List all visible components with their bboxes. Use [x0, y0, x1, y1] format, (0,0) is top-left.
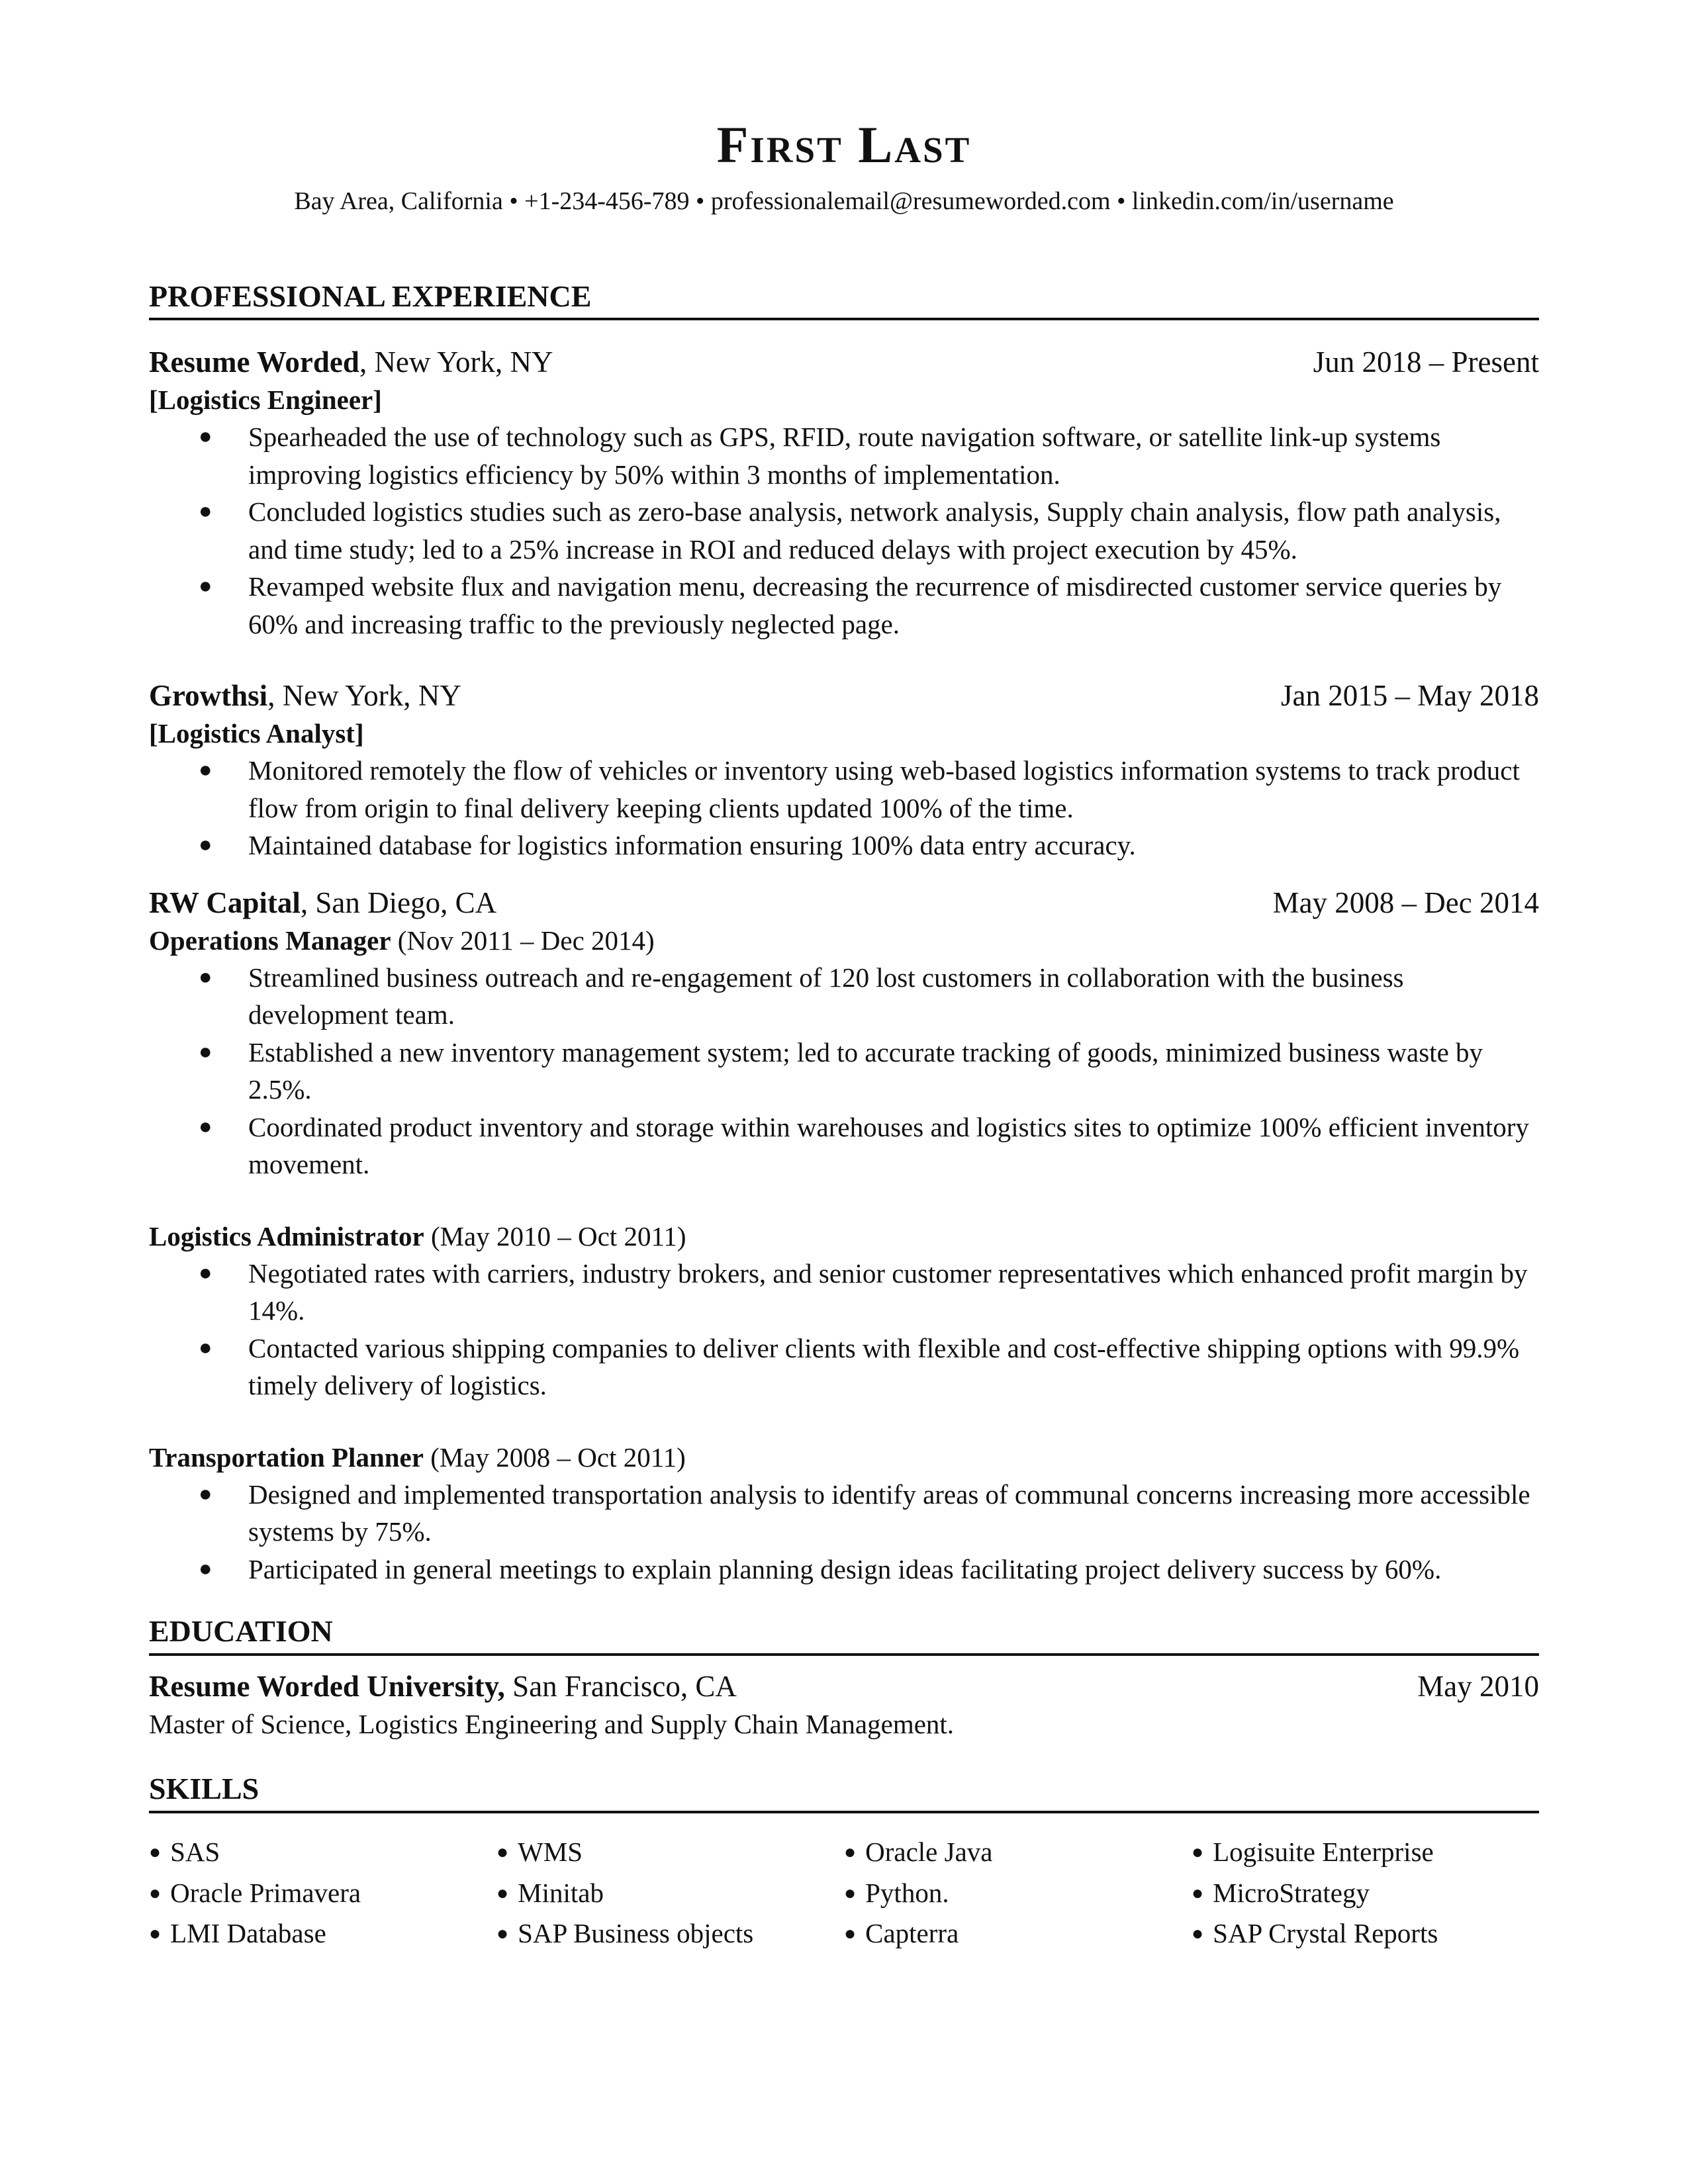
- bullet-text: Participated in general meetings to explain planning design ideas facilitating project delivery success by 60%.: [248, 1553, 1442, 1584]
- section-title-skills: SKILLS: [149, 1772, 1539, 1813]
- role-period: (May 2008 – Oct 2011): [423, 1441, 686, 1473]
- company-name: Resume Worded: [149, 345, 359, 379]
- role-period: (May 2010 – Oct 2011): [424, 1220, 686, 1251]
- skill-item: ● SAP Crystal Reports: [1192, 1918, 1438, 1949]
- skill-item: ● Logisuite Enterprise: [1192, 1837, 1434, 1868]
- resume-page: [149, 116, 1539, 1956]
- job-entry: [149, 884, 1539, 1588]
- bullet-icon: ●: [1192, 1923, 1204, 1945]
- bullet-text: Revamped website flux and navigation menu, decreasing the recurrence of misdirected customer service queries by 60% and increasing traffic to the previously neglected page.: [248, 571, 1502, 639]
- skill-item: ● Oracle Java: [844, 1837, 993, 1868]
- job-dates: Jun 2018 – Present: [1313, 345, 1539, 379]
- list-item: [149, 493, 1539, 568]
- bullet-icon: ●: [199, 1335, 212, 1360]
- skills-column: [149, 1833, 496, 1956]
- sub-role: [149, 922, 1539, 1183]
- bullet-icon: ●: [199, 964, 212, 989]
- job-role-line: [149, 922, 1539, 959]
- role-period: (Nov 2011 – Dec 2014): [391, 925, 655, 956]
- job-heading: [149, 884, 496, 922]
- list-item: [149, 752, 1539, 827]
- skill-item: ● MicroStrategy: [1192, 1877, 1370, 1908]
- bullet-text: Maintained database for logistics information ensuring 100% data entry accuracy.: [248, 830, 1136, 861]
- job-role-line: [149, 1439, 1539, 1476]
- list-item: [149, 1109, 1539, 1183]
- job-dates: May 2008 – Dec 2014: [1272, 886, 1539, 919]
- education-section: [149, 1614, 1539, 1743]
- job-entry: [149, 677, 1539, 864]
- skill-item: ● SAP Business objects: [496, 1918, 754, 1949]
- bullet-icon: ●: [844, 1923, 857, 1945]
- bullet-icon: ●: [149, 1923, 162, 1945]
- skill-item: ● Oracle Primavera: [149, 1877, 361, 1908]
- section-title-education: EDUCATION: [149, 1614, 1539, 1656]
- skill-item: ● Capterra: [844, 1918, 959, 1949]
- job-location: , San Diego, CA: [300, 886, 497, 919]
- section-title-experience: PROFESSIONAL EXPERIENCE: [149, 279, 1539, 321]
- sub-role: [149, 1439, 1539, 1588]
- bullet-icon: ●: [149, 1841, 162, 1864]
- bullet-text: Negotiated rates with carriers, industry brokers, and senior customer representatives which enhanced profit margin by 14%.: [248, 1257, 1528, 1326]
- skill-item: ● Python.: [844, 1877, 949, 1908]
- skills-column: [1192, 1833, 1539, 1956]
- skill-item: ● Minitab: [496, 1877, 604, 1908]
- skill-item: ● WMS: [496, 1837, 583, 1868]
- school-location: San Francisco, CA: [504, 1670, 737, 1704]
- degree: Master of Science, Logistics Engineering and Supply Chain Management.: [149, 1709, 955, 1740]
- bullet-list: [149, 1476, 1539, 1588]
- bullet-icon: ●: [199, 1260, 212, 1285]
- company-name: RW Capital: [149, 886, 301, 919]
- list-item: [149, 1330, 1539, 1404]
- job-heading: [149, 343, 553, 381]
- bullet-text: Established a new inventory management system; led to accurate tracking of goods, minimized business waste by 2.5%.: [248, 1036, 1483, 1105]
- bullet-icon: ●: [199, 1556, 212, 1581]
- job-heading: [149, 677, 461, 715]
- skill-item: ● SAS: [149, 1837, 220, 1868]
- bullet-list: [149, 959, 1539, 1183]
- bullet-icon: ●: [496, 1882, 509, 1904]
- skill-item: ● LMI Database: [149, 1918, 326, 1949]
- job-location: , New York, NY: [359, 345, 553, 379]
- bullet-icon: ●: [496, 1841, 509, 1864]
- list-item: [149, 1551, 1539, 1588]
- list-item: [149, 1255, 1539, 1330]
- role-title: Logistics Administrator: [149, 1220, 424, 1251]
- experience-section: [149, 279, 1539, 1588]
- skills-column: [496, 1833, 844, 1956]
- skills-grid: [149, 1833, 1539, 1956]
- list-item: [149, 568, 1539, 643]
- bullet-icon: ●: [844, 1882, 857, 1904]
- bullet-icon: ●: [1192, 1882, 1204, 1904]
- bullet-text: Coordinated product inventory and storage within warehouses and logistics sites to optimize 100% efficient inventory movement.: [248, 1111, 1529, 1180]
- list-item: [149, 1476, 1539, 1551]
- bullet-icon: ●: [199, 1481, 212, 1506]
- bullet-icon: ●: [199, 424, 212, 449]
- job-dates: Jan 2015 – May 2018: [1281, 679, 1539, 713]
- bullet-text: Concluded logistics studies such as zero-base analysis, network analysis, Supply chain analysis, flow path analysis, and time study; led to a 25% increase in ROI and reduced delays with project execution by 45%.: [248, 496, 1501, 565]
- school-name: Resume Worded University,: [149, 1670, 505, 1704]
- contact-line: Bay Area, California • +1-234-456-789 • professionalemail@resumeworded.com • linkedin.com/in/username: [294, 187, 1394, 215]
- skills-section: [149, 1772, 1539, 1955]
- bullet-icon: ●: [199, 1114, 212, 1139]
- skills-column: [844, 1833, 1192, 1956]
- bullet-list: [149, 418, 1539, 643]
- job-role: [Logistics Analyst]: [149, 718, 364, 749]
- bullet-icon: ●: [844, 1841, 857, 1864]
- job-role: [Logistics Engineer]: [149, 385, 382, 416]
- bullet-text: Monitored remotely the flow of vehicles or inventory using web-based logistics information systems to track product flow from origin to final delivery keeping clients updated 100% of the time.: [248, 755, 1520, 823]
- bullet-icon: ●: [199, 499, 212, 524]
- list-item: [149, 959, 1539, 1034]
- bullet-icon: ●: [199, 758, 212, 783]
- role-title: Transportation Planner: [149, 1441, 424, 1473]
- job-role-line: [149, 1218, 1539, 1255]
- bullet-icon: ●: [199, 574, 212, 599]
- bullet-text: Contacted various shipping companies to deliver clients with flexible and cost-effective shipping options with 99.9% timely delivery of logistics.: [248, 1332, 1520, 1401]
- bullet-icon: ●: [496, 1923, 509, 1945]
- candidate-name: First Last: [716, 116, 972, 173]
- list-item: [149, 1034, 1539, 1109]
- bullet-text: Designed and implemented transportation analysis to identify areas of communal concerns increasing more accessible systems by 75%.: [248, 1479, 1530, 1547]
- job-location: , New York, NY: [267, 679, 461, 713]
- education-heading: [149, 1668, 737, 1706]
- bullet-text: Spearheaded the use of technology such as GPS, RFID, route navigation software, or satellite link-up systems improving logistics efficiency by 50% within 3 months of implementation.: [248, 422, 1441, 490]
- job-entry: [149, 343, 1539, 643]
- list-item: [149, 418, 1539, 493]
- list-item: [149, 827, 1539, 864]
- bullet-list: [149, 752, 1539, 864]
- bullet-icon: ●: [149, 1882, 162, 1904]
- company-name: Growthsi: [149, 679, 268, 713]
- bullet-icon: ●: [1192, 1841, 1204, 1864]
- bullet-icon: ●: [199, 1039, 212, 1064]
- bullet-icon: ●: [199, 833, 212, 858]
- graduation-date: May 2010: [1417, 1670, 1539, 1704]
- role-title: Operations Manager: [149, 925, 391, 956]
- bullet-text: Streamlined business outreach and re-engagement of 120 lost customers in collaboration with the business development team.: [248, 962, 1404, 1030]
- sub-role: [149, 1218, 1539, 1404]
- bullet-list: [149, 1255, 1539, 1404]
